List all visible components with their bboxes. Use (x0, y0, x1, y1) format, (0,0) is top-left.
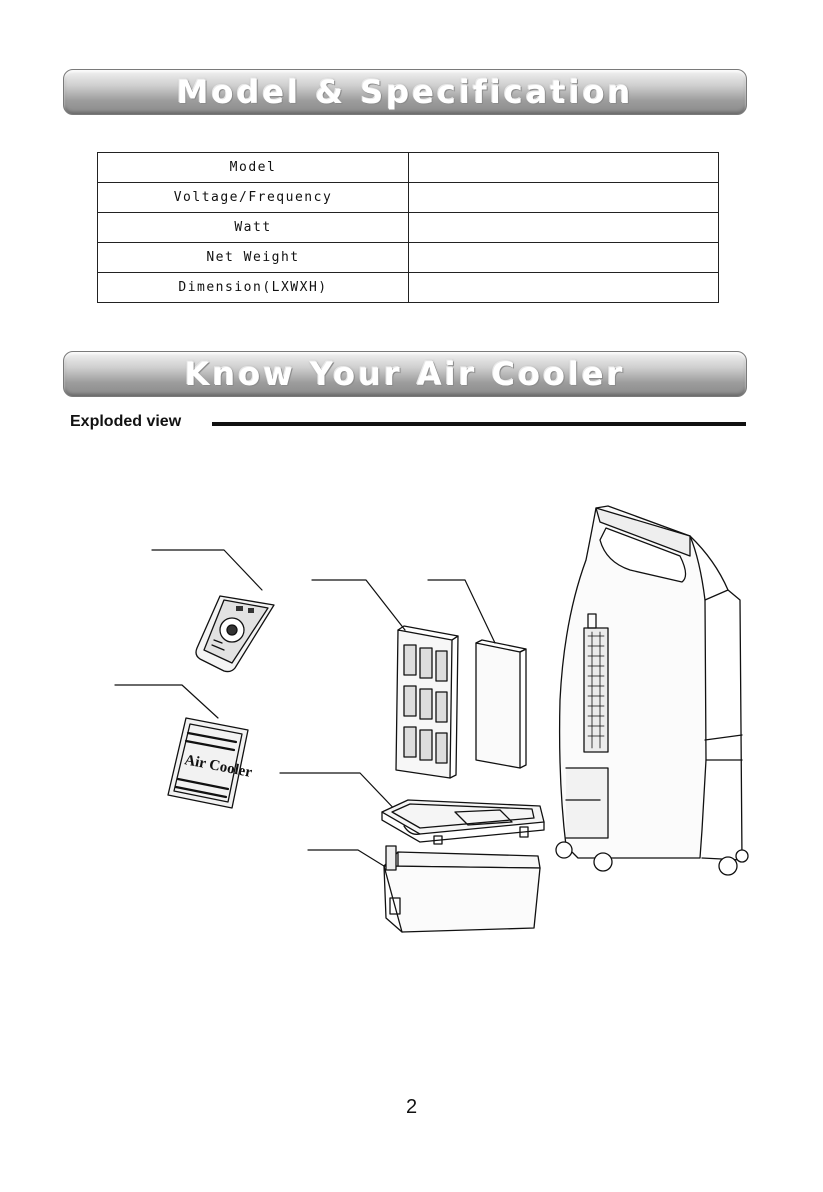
table-row (98, 273, 719, 303)
exploded-view-title: Exploded view (70, 413, 185, 431)
exploded-view-diagram (0, 440, 823, 960)
spec-label-dimension: Dimension(LXWXH) (98, 273, 409, 303)
section-banner-know-your-air-cooler (63, 351, 747, 397)
section-banner-model-specification (63, 69, 747, 115)
filter-cover-icon (168, 718, 254, 808)
heading-rule (212, 422, 746, 426)
spec-label-net-weight: Net Weight (98, 243, 409, 273)
spec-value-voltage (409, 183, 719, 213)
spec-value-model (409, 153, 719, 183)
tank-lid-icon (382, 800, 544, 844)
spec-value-watt (409, 213, 719, 243)
exploded-view-heading (70, 413, 746, 433)
table-row (98, 243, 719, 273)
filter-logo-text: Air Cooler (183, 752, 254, 781)
spec-value-net-weight (409, 243, 719, 273)
cooling-pad-icon (476, 640, 526, 768)
table-row (98, 213, 719, 243)
filter-frame-icon (396, 626, 458, 778)
spec-label-watt: Watt (98, 213, 409, 243)
spec-label-model: Model (98, 153, 409, 183)
spec-value-dimension (409, 273, 719, 303)
air-cooler-body-icon (556, 506, 748, 875)
spec-label-voltage: Voltage/Frequency (98, 183, 409, 213)
page-number: 2 (405, 1096, 418, 1118)
banner-title: Model & Specification (176, 73, 634, 111)
table-row (98, 183, 719, 213)
water-tank-icon (384, 846, 540, 932)
table-row (98, 153, 719, 183)
remote-control-icon (196, 596, 274, 672)
banner-title: Know Your Air Cooler (184, 355, 626, 393)
specification-table (97, 152, 719, 303)
